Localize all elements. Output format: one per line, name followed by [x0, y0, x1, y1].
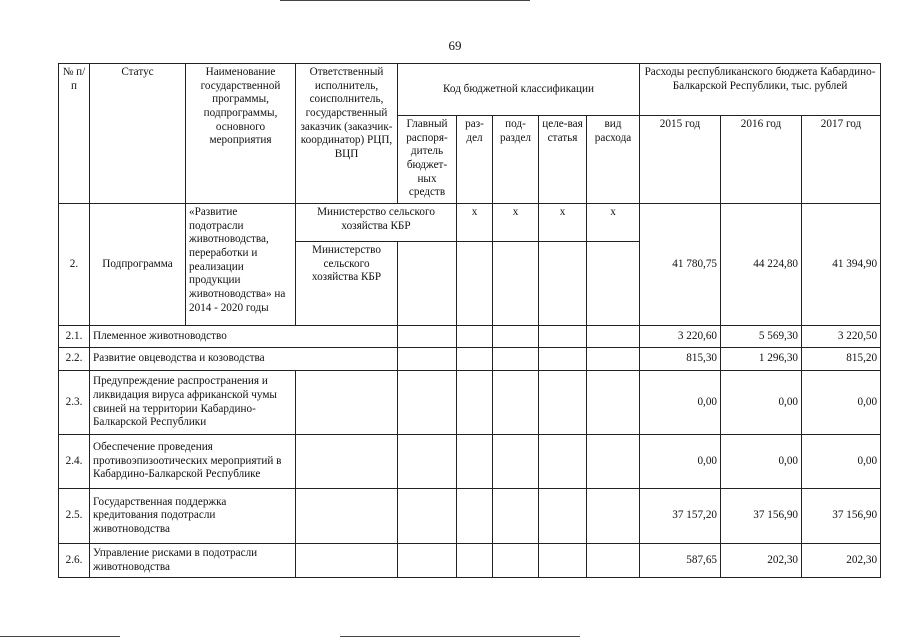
- empty-cell: [587, 242, 640, 326]
- empty-cell: [457, 242, 493, 326]
- row-num: 2.1.: [59, 326, 90, 348]
- scan-artifact-bottom-left: [0, 636, 120, 637]
- header-num: № п/п: [59, 64, 90, 204]
- header-responsible: Ответственный исполнитель, соисполнитель, государственный заказчик (заказчик-координатор) РЦП, ВЦП: [296, 64, 398, 204]
- row-name: Предупреждение распространения и ликвидация вируса африканской чумы свиней на территории Кабардино-Балкарской Республики: [90, 371, 296, 435]
- table-row: [59, 435, 881, 489]
- table-row: [59, 326, 881, 348]
- row-value-2015: 3 220,60: [640, 326, 721, 348]
- sub-mark-razdel: х: [457, 204, 493, 242]
- sub-mark-vid: х: [587, 204, 640, 242]
- budget-table: [58, 63, 881, 578]
- empty-cell: [398, 242, 457, 326]
- row-name: Развитие овцеводства и козоводства: [90, 348, 398, 371]
- header-expenses: Расходы республиканского бюджета Кабардино-Балкарской Республики, тыс. рублей: [640, 64, 881, 116]
- row-value-2015: 815,30: [640, 348, 721, 371]
- table-row: [59, 348, 881, 371]
- sub-value-2015: 41 780,75: [640, 204, 721, 326]
- row-value-2015: 587,65: [640, 544, 721, 578]
- row-value-2016: 1 296,30: [721, 348, 802, 371]
- year-2015: 2015 год: [640, 116, 721, 204]
- row-value-2017: 815,20: [802, 348, 881, 371]
- page-number: 69: [448, 38, 462, 53]
- row-name: Обеспечение проведения противоэпизоотических мероприятий в Кабардино-Балкарской Республике: [90, 435, 296, 489]
- table-row: [59, 544, 881, 578]
- row-name: Племенное животноводство: [90, 326, 398, 348]
- sub-mark-statya: х: [539, 204, 587, 242]
- sub-value-2017: 41 394,90: [802, 204, 881, 326]
- empty-cell: [493, 242, 539, 326]
- row-value-2016: 202,30: [721, 544, 802, 578]
- row-num: 2.4.: [59, 435, 90, 489]
- row-value-2017: 37 156,90: [802, 489, 881, 544]
- sub-mark-podrazdel: х: [493, 204, 539, 242]
- kbk-col-razdel: раз-дел: [457, 116, 493, 204]
- row-value-2017: 0,00: [802, 371, 881, 435]
- row-value-2017: 3 220,50: [802, 326, 881, 348]
- row-name: Управление рисками в подотрасли животноводства: [90, 544, 296, 578]
- sub-name: «Развитие подотрасли животноводства, переработки и реализации продукции животноводства» на 2014 - 2020 годы: [186, 204, 296, 326]
- row-name: Государственная поддержка кредитования подотрасли животноводства: [90, 489, 296, 544]
- table-row: [59, 371, 881, 435]
- empty-cell: [539, 242, 587, 326]
- sub-value-2016: 44 224,80: [721, 204, 802, 326]
- sub-responsible-1: Министерство сельского хозяйства КБР: [296, 204, 457, 242]
- sub-status: Подпрограмма: [90, 204, 186, 326]
- row-value-2017: 202,30: [802, 544, 881, 578]
- row-value-2016: 0,00: [721, 435, 802, 489]
- row-value-2016: 37 156,90: [721, 489, 802, 544]
- row-value-2015: 37 157,20: [640, 489, 721, 544]
- kbk-col-podrazdel: под-раздел: [493, 116, 539, 204]
- kbk-col-statya: целе-вая статья: [539, 116, 587, 204]
- header-kbk: Код бюджетной классификации: [398, 64, 640, 116]
- kbk-col-vid: вид расхода: [587, 116, 640, 204]
- scan-artifact-bottom-right: [340, 636, 580, 637]
- table-row: [59, 489, 881, 544]
- kbk-col-grbs: Главный распоря-дитель бюджет-ных средств: [398, 116, 457, 204]
- scan-artifact-top: [280, 0, 530, 1]
- row-num: 2.2.: [59, 348, 90, 371]
- row-value-2017: 0,00: [802, 435, 881, 489]
- row-num: 2.5.: [59, 489, 90, 544]
- sub-responsible-2: Министерство сельского хозяйства КБР: [296, 242, 398, 326]
- row-value-2015: 0,00: [640, 435, 721, 489]
- row-value-2016: 0,00: [721, 371, 802, 435]
- year-2016: 2016 год: [721, 116, 802, 204]
- row-num: 2.3.: [59, 371, 90, 435]
- row-num: 2.6.: [59, 544, 90, 578]
- row-value-2016: 5 569,30: [721, 326, 802, 348]
- sub-num: 2.: [59, 204, 90, 326]
- header-status: Статус: [90, 64, 186, 204]
- row-value-2015: 0,00: [640, 371, 721, 435]
- year-2017: 2017 год: [802, 116, 881, 204]
- header-name: Наименование государственной программы, подпрограммы, основного мероприятия: [186, 64, 296, 204]
